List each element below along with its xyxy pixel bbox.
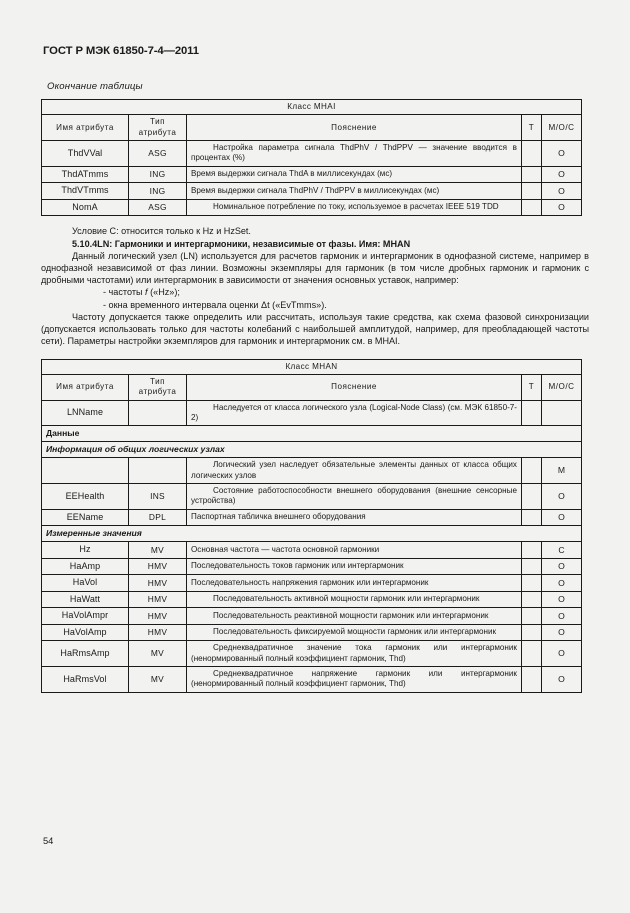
cell-moc: О [541,183,581,200]
table-row [42,624,582,641]
cell-moc: О [541,199,581,216]
cell-description: Среднеквадратичное напряжение гармоник или интергармоник (ненормированный полный коэффициент гармоник, Thd) [187,667,522,693]
cell-description: Логический узел наследует обязательные элементы данных от класса общих логических узлов [187,458,522,484]
section-label-common-ln-info: Информация об общих логических узлах [42,442,582,458]
bullet-frequency-symbol: f [145,287,148,298]
table-header-row [42,359,582,374]
cell-attribute-name: ThdVVal [42,141,129,167]
cell-attribute-name: EEName [42,509,129,526]
cell-t [521,575,541,592]
table-column-header-row [42,115,582,141]
cell-attribute-name: HaWatt [42,591,129,608]
table-row [42,141,582,167]
column-header-type: Тип атрибута [129,374,187,400]
column-header-name: Имя атрибута [42,115,129,141]
cell-attribute-name [42,458,129,484]
cell-attribute-type: ING [129,183,187,200]
section-heading: 5.10.4LN: Гармоники и интергармоники, независимые от фазы. Имя: MHAN [72,238,411,249]
cell-attribute-name: LNName [42,400,129,426]
table-row [42,166,582,183]
table-section-row [42,442,582,458]
bullet-frequency-pre: - частоты [103,287,146,298]
cell-description: Номинальное потребление по току, используемое в расчетах IEEE 519 TDD [187,199,522,216]
cell-description: Среднеквадратичное значение тока гармоник или интергармоник (ненормированный полный коэффициент гармоник, Thd) [187,641,522,667]
column-header-t: Т [521,115,541,141]
cell-attribute-type: ING [129,166,187,183]
column-header-t: Т [521,374,541,400]
cell-t [521,183,541,200]
cell-attribute-type: MV [129,641,187,667]
bullet-frequency-post: («Hz»); [147,287,180,298]
cell-moc: С [541,542,581,559]
cell-description: Последовательность токов гармоник или интергармоник [187,558,522,575]
cell-attribute-name: Hz [42,542,129,559]
cell-description: Время выдержки сигнала ThdA в миллисекундах (мс) [187,166,522,183]
document-standard-header: ГОСТ Р МЭК 61850-7-4—2011 [43,45,199,57]
table-row [42,484,582,510]
cell-t [521,400,541,426]
cell-moc: О [541,509,581,526]
page-content [41,0,589,693]
cell-attribute-name: ThdVTmms [42,183,129,200]
table-continuation-caption: Окончание таблицы [47,81,143,92]
table-row [42,558,582,575]
cell-moc: О [541,141,581,167]
cell-t [521,558,541,575]
cell-moc: О [541,484,581,510]
cell-description: Время выдержки сигнала ThdPhV / ThdPPV в миллисекундах (мс) [187,183,522,200]
cell-attribute-type: DPL [129,509,187,526]
cell-t [521,141,541,167]
table-mhai-body [42,100,582,216]
cell-t [521,458,541,484]
cell-t [521,608,541,625]
column-header-desc: Пояснение [187,374,522,400]
cell-attribute-type: ASG [129,141,187,167]
table-row [42,400,582,426]
cell-attribute-type: HMV [129,558,187,575]
cell-attribute-type: MV [129,667,187,693]
table-column-header-row [42,374,582,400]
table-row [42,199,582,216]
bullet-frequency [41,286,589,298]
cell-moc: М [541,458,581,484]
section-label-measured-values: Измеренные значения [42,526,582,542]
cell-t [521,199,541,216]
cell-attribute-name: HaRmsVol [42,667,129,693]
table-row [42,667,582,693]
cell-attribute-name: EEHealth [42,484,129,510]
cell-moc: О [541,608,581,625]
table-row [42,641,582,667]
cell-t [521,509,541,526]
cell-moc: О [541,667,581,693]
cell-t [521,484,541,510]
table-class-title: Класс MHAI [42,100,582,115]
cell-attribute-type: MV [129,542,187,559]
cell-attribute-name: NomA [42,199,129,216]
cell-attribute-name: HaVol [42,575,129,592]
cell-t [521,641,541,667]
table-row [42,608,582,625]
table-mhai [41,99,582,216]
cell-description: Последовательность фиксируемой мощности гармоник или интергармоник [187,624,522,641]
cell-moc [541,400,581,426]
bullet-time-window [41,299,589,311]
cell-moc: О [541,575,581,592]
cell-moc: О [541,624,581,641]
cell-attribute-type: HMV [129,624,187,641]
table-row [42,575,582,592]
table-row [42,509,582,526]
cell-attribute-name: HaRmsAmp [42,641,129,667]
cell-moc: О [541,558,581,575]
cell-description: Состояние работоспособности внешнего оборудования (внешние сенсорные устройства) [187,484,522,510]
body-text-block [41,225,589,347]
table-row [42,183,582,200]
cell-t [521,542,541,559]
bullet-time-window-symbol: Δt [261,299,270,310]
cell-attribute-type [129,400,187,426]
cell-description: Настройка параметра сигнала ThdPhV / ThdPPV — значение вводится в процентах (%) [187,141,522,167]
column-header-desc: Пояснение [187,115,522,141]
bullet-time-window-post: («EvTmms»). [269,299,327,310]
table-section-row [42,426,582,442]
table-class-title: Класс MHAN [42,359,582,374]
bullet-time-window-pre: - окна временного интервала оценки [103,299,262,310]
table-mhan [41,359,582,693]
cell-moc: О [541,641,581,667]
page-number: 54 [43,836,54,846]
table-row [42,458,582,484]
table-section-row [42,526,582,542]
cell-moc: О [541,591,581,608]
cell-attribute-type [129,458,187,484]
cell-description: Последовательность реактивной мощности гармоник или интергармоник [187,608,522,625]
cell-description: Последовательность напряжения гармоник или интергармоник [187,575,522,592]
cell-attribute-type: HMV [129,608,187,625]
cell-moc: О [541,166,581,183]
cell-attribute-type: ASG [129,199,187,216]
cell-description: Наследуется от класса логического узла (Logical-Node Class) (см. МЭК 61850-7-2) [187,400,522,426]
cell-attribute-name: ThdATmms [42,166,129,183]
column-header-name: Имя атрибута [42,374,129,400]
cell-attribute-name: HaVolAmp [42,624,129,641]
column-header-moc: М/О/С [541,374,581,400]
cell-attribute-type: HMV [129,575,187,592]
cell-attribute-type: HMV [129,591,187,608]
cell-attribute-name: HaVolAmpr [42,608,129,625]
cell-attribute-name: HaAmp [42,558,129,575]
condition-c-line: Условие С: относится только к Hz и HzSet. [72,226,251,237]
table-header-row [42,100,582,115]
cell-attribute-type: INS [129,484,187,510]
cell-t [521,667,541,693]
section-label-data: Данные [42,426,582,442]
column-header-type: Тип атрибута [129,115,187,141]
cell-t [521,624,541,641]
column-header-moc: М/О/С [541,115,581,141]
cell-description: Паспортная табличка внешнего оборудования [187,509,522,526]
cell-description: Основная частота — частота основной гармоники [187,542,522,559]
cell-t [521,166,541,183]
table-row [42,542,582,559]
cell-description: Последовательность активной мощности гармоник или интергармоник [187,591,522,608]
cell-t [521,591,541,608]
table-mhan-body [42,359,582,692]
paragraph-1: Данный логический узел (LN) используется для расчетов гармоник и интергармоник в однофазной системе, например в однофазной независимой от фаз линии. Возможны экземпляры для гармоник (в том числе дробных гармоник и гармоник с дробными частотами) или интергармоник в зависимости от значения основных уставок, например: [41,250,589,286]
table-row [42,591,582,608]
paragraph-2: Частоту допускается также определить или рассчитать, используя такие средства, как схема фазовой синхронизации (допускается использовать только для частоты колебаний с наибольшей амплитудой, например, для преобладающей частоты сети). Параметры настройки экземпляров для гармоник и интергармоник см. в MHAI. [41,311,589,347]
